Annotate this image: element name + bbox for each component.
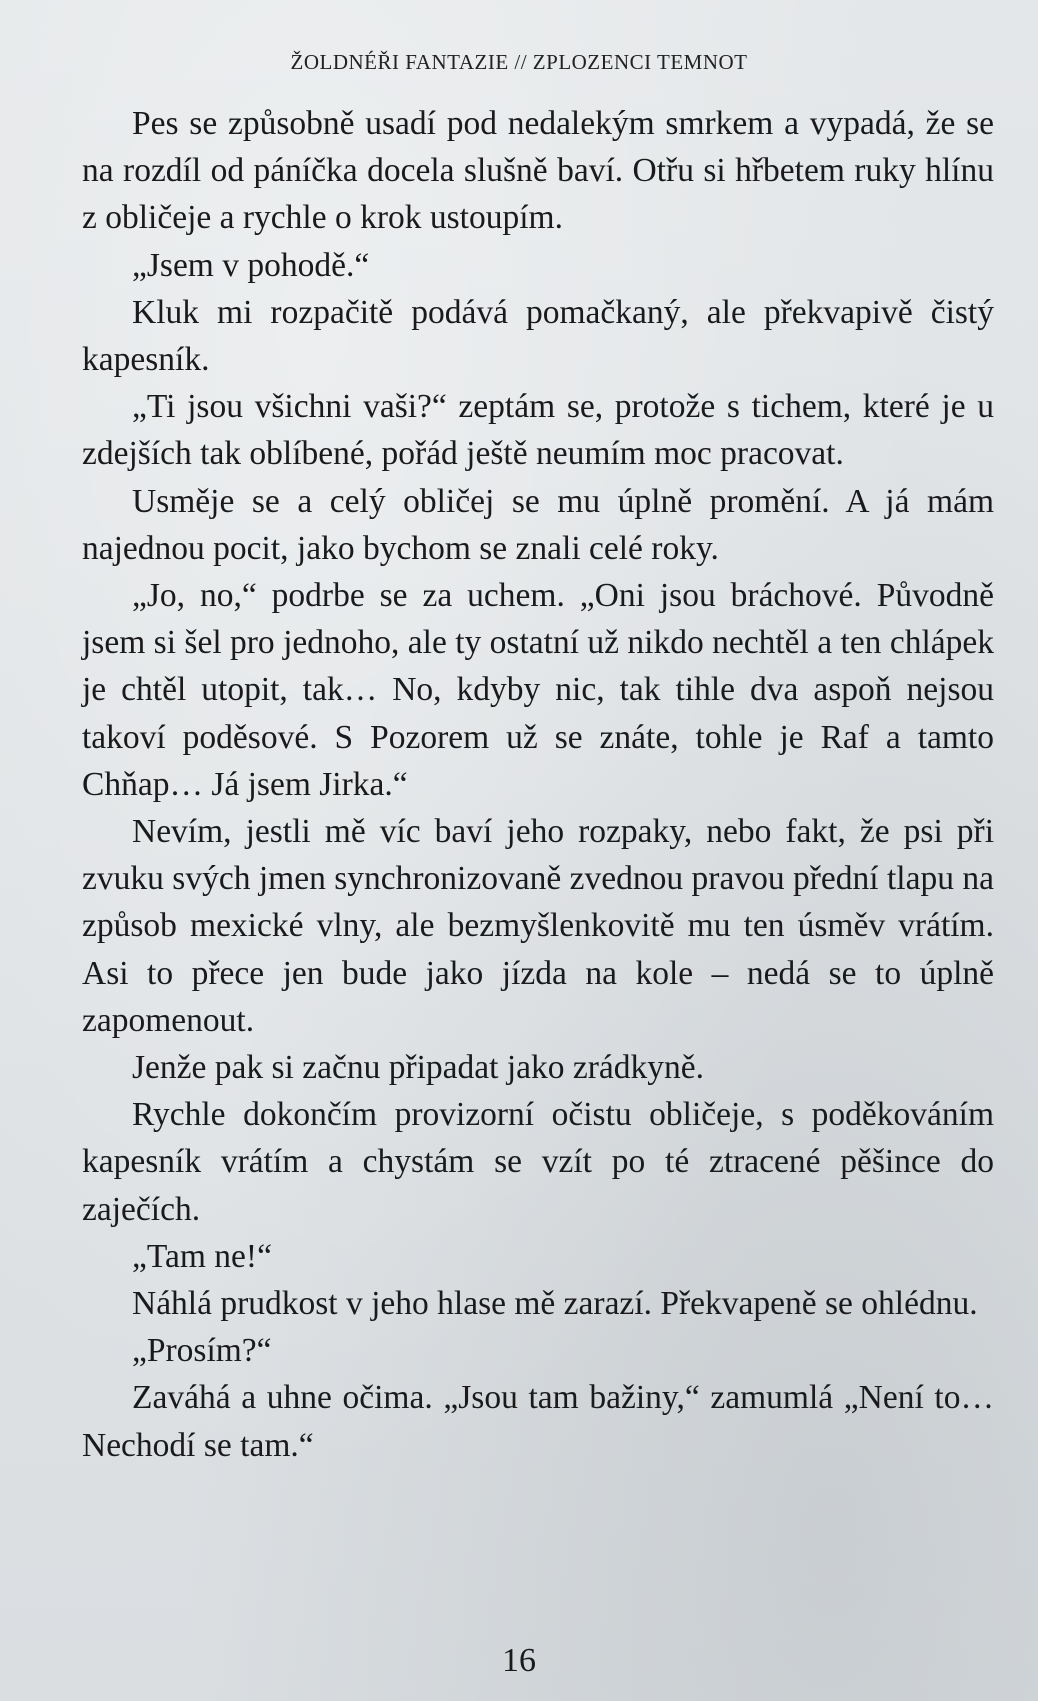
paragraph: Rychle dokončím provizorní očistu obličeje, s poděkováním kapesník vrátím a chystám se vzít po té ztracené pěšince do zaječích.: [82, 1096, 994, 1228]
paragraph: Zaváhá a uhne očima. „Jsou tam bažiny,“ zamumlá „Není to… Nechodí se tam.“: [82, 1379, 994, 1464]
page-number: 16: [502, 1642, 536, 1679]
paragraph: „Prosím?“: [132, 1332, 272, 1370]
paragraph: Náhlá prudkost v jeho hlase mě zarazí. Překvapeně se ohlédnu.: [132, 1285, 978, 1323]
paragraph: „Jsem v pohodě.“: [132, 246, 370, 284]
body-text: [82, 100, 994, 1469]
paragraph: Kluk mi rozpačitě podává pomačkaný, ale překvapivě čistý kapesník.: [82, 293, 994, 379]
paragraph: Usměje se a celý obličej se mu úplně promění. A já mám najednou pocit, jako bychom se znali celé roky.: [82, 482, 994, 567]
paragraph: Jenže pak si začnu připadat jako zrádkyně.: [132, 1049, 705, 1087]
paragraph: „Ti jsou všichni vaši?“ zeptám se, protože s tichem, které je u zdejších tak oblíbené, pořád ještě neumím moc pracovat.: [82, 388, 994, 473]
paragraph: Nevím, jestli mě víc baví jeho rozpaky, nebo fakt, že psi při zvuku svých jmen synchronizovaně zvednou pravou přední tlapu na způsob mexické vlny, ale bezmyšlenkovitě mu ten úsměv vrátím. Asi to přece jen bude jako jízda na kole – nedá se to úplně zapomenout.: [82, 813, 994, 1039]
paragraph: „Tam ne!“: [132, 1237, 272, 1275]
paragraph: „Jo, no,“ podrbe se za uchem. „Oni jsou bráchové. Původně jsem si šel pro jednoho, ale ty ostatní už nikdo nechtěl a ten chlápek je chtěl utopit, tak… No, kdyby nic, tak tihle dva aspoň nejsou takoví poděsové. S Pozorem už se znáte, tohle je Raf a tamto Chňap… Já jsem Jirka.“: [82, 577, 994, 803]
paragraph: Pes se způsobně usadí pod nedalekým smrkem a vypadá, že se na rozdíl od páníčka docela slušně baví. Otřu si hřbetem ruky hlínu z obličeje a rychle o krok ustoupím.: [82, 105, 994, 237]
running-header: ŽOLDNÉŘI FANTAZIE // ZPLOZENCI TEMNOT: [290, 50, 748, 74]
